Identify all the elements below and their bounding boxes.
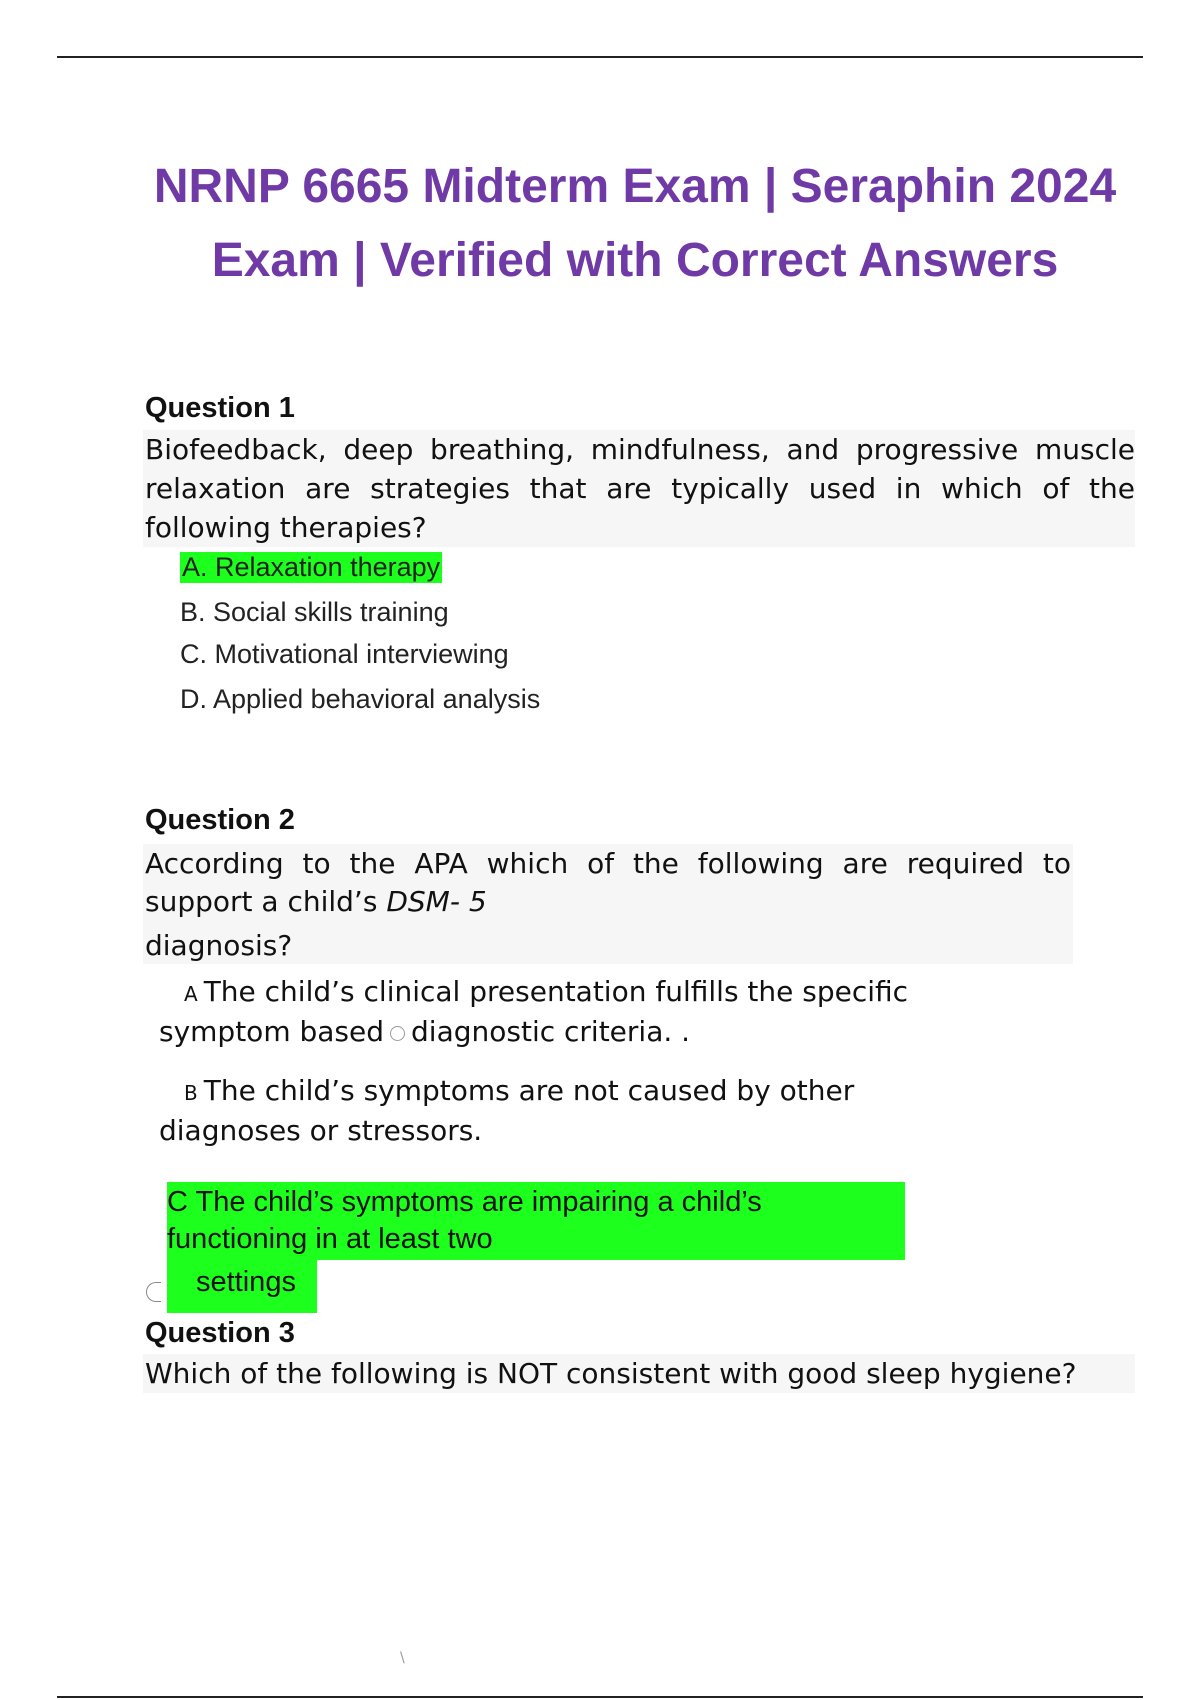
- question-1-text: Biofeedback, deep breathing, mindfulness, and progressive muscle relaxation are strategies that are typically used in which of the following therapies?: [143, 430, 1135, 547]
- question-2-option-a-line-2[interactable]: symptom based diagnostic criteria. .: [159, 1015, 691, 1048]
- question-2-line-3: diagnosis?: [145, 929, 293, 962]
- radio-circle-icon: [146, 1282, 161, 1302]
- question-2-line-1: According to the APA which of the following are required to: [145, 847, 1071, 880]
- question-2-line-2: support a child’s DSM- 5: [145, 885, 487, 918]
- question-1-option-d[interactable]: D. Applied behavioral analysis: [180, 684, 541, 714]
- question-2-option-a-line-1[interactable]: A The child’s clinical presentation fulfills the specific: [184, 975, 909, 1008]
- question-1-option-a[interactable]: A. Relaxation therapy: [182, 552, 441, 582]
- question-3-heading: Question 3: [145, 1317, 295, 1349]
- bottom-rule: [57, 1696, 1143, 1698]
- radio-circle-icon: [390, 1026, 405, 1041]
- question-3-text: Which of the following is NOT consistent with good sleep hygiene?: [143, 1354, 1135, 1393]
- question-2-option-b-line-1[interactable]: B The child’s symptoms are not caused by other: [184, 1074, 855, 1107]
- question-1-option-c[interactable]: C. Motivational interviewing: [180, 639, 509, 669]
- question-1-heading: Question 1: [145, 392, 295, 424]
- stray-mark: \: [400, 1650, 405, 1666]
- question-1-option-b[interactable]: B. Social skills training: [180, 597, 449, 627]
- top-rule: [57, 56, 1143, 58]
- question-2-heading: Question 2: [145, 804, 295, 836]
- question-2-option-c-line-3[interactable]: settings: [196, 1266, 296, 1298]
- question-2-option-c[interactable]: C The child’s symptoms are impairing a child’s functioning in at least two: [167, 1186, 762, 1255]
- question-2-option-b-line-2[interactable]: diagnoses or stressors.: [159, 1114, 483, 1147]
- document-title: NRNP 6665 Midterm Exam | Seraphin 2024 Exam | Verified with Correct Answers: [153, 160, 1117, 287]
- question-2-text: [143, 844, 1073, 964]
